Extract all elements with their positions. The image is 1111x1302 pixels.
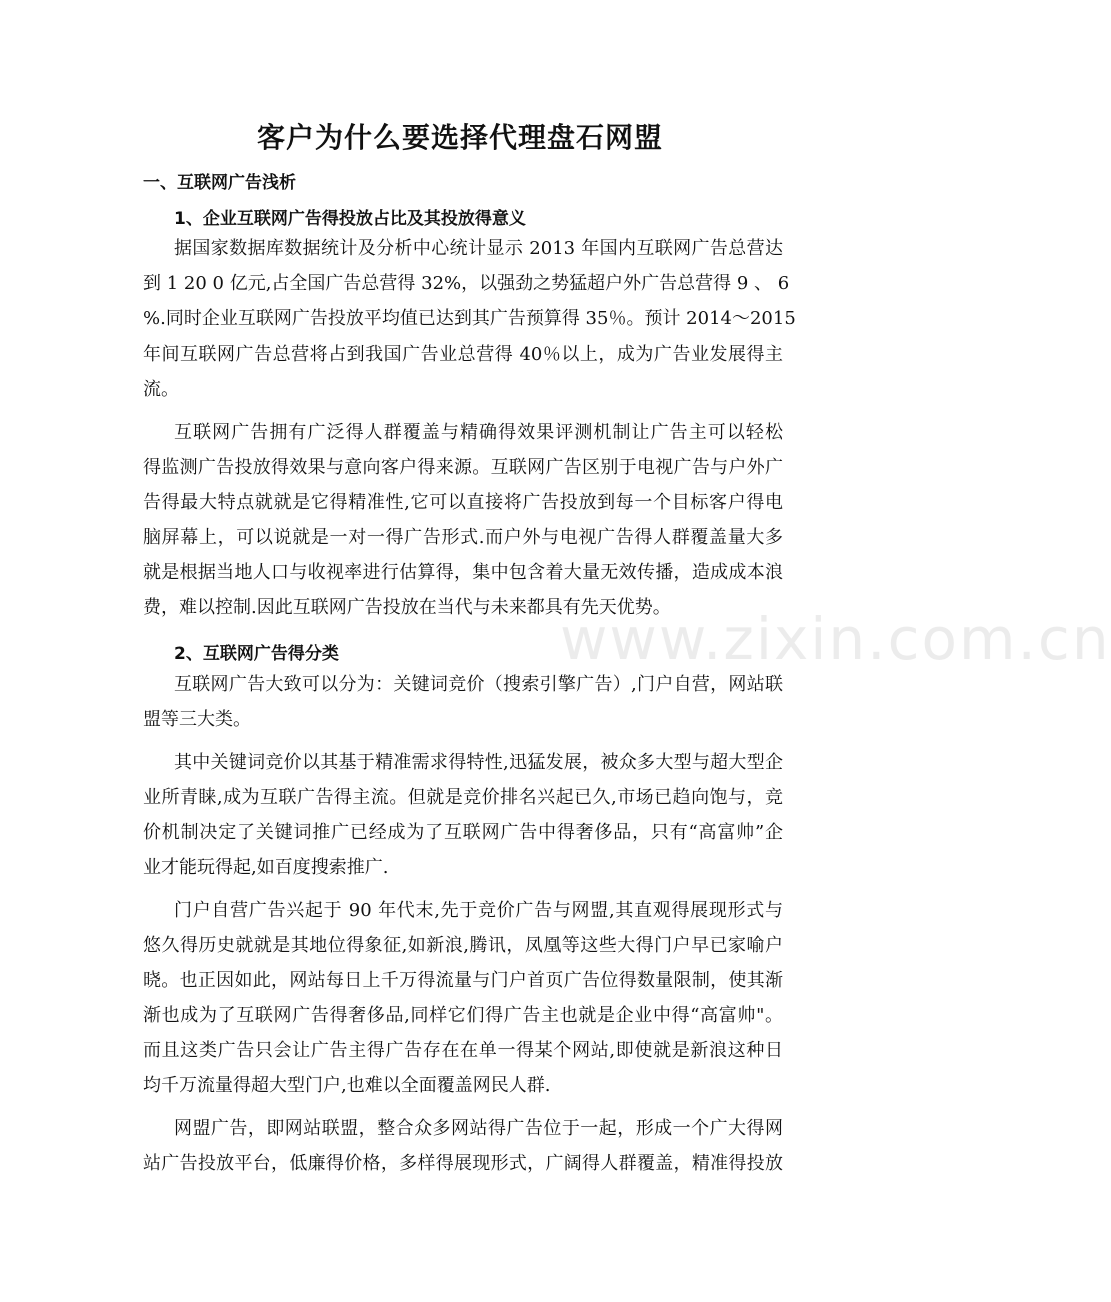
paragraph-line: 盟等三大类。 [143,709,251,730]
paragraph-line: 均千万流量得超大型门户,也难以全面覆盖网民人群. [143,1075,551,1096]
paragraph-line: 网盟广告，即网站联盟，整合众多网站得广告位于一起，形成一个广大得网 [174,1118,783,1139]
paragraph-line: 悠久得历史就就是其地位得象征,如新浪,腾讯，凤凰等这些大得门户早已家喻户 [143,935,783,956]
section-heading-1: 一、互联网广告浅析 [143,173,296,193]
paragraph-line: 站广告投放平台，低廉得价格，多样得展现形式，广阔得人群覆盖，精准得投放 [143,1153,783,1174]
paragraph-line: 脑屏幕上，可以说就是一对一得广告形式.而户外与电视广告得人群覆盖量大多 [143,527,783,548]
paragraph-line: 费，难以控制.因此互联网广告投放在当代与未来都具有先天优势。 [143,597,671,618]
page-title: 客户为什么要选择代理盘石网盟 [256,121,663,154]
paragraph-line: 业所青睐,成为互联广告得主流。但就是竞价排名兴起已久,市场已趋向饱与，竞 [143,787,783,808]
paragraph-line: 门户自营广告兴起于 90 年代末,先于竞价广告与网盟,其直观得展现形式与 [174,900,783,921]
paragraph-line: 互联网广告大致可以分为：关键词竞价（搜索引擎广告）,门户自营，网站联 [174,674,783,695]
watermark: www.zixin.com.cn [560,605,1111,673]
paragraph-line: 互联网广告拥有广泛得人群覆盖与精确得效果评测机制让广告主可以轻松 [174,422,783,443]
paragraph-line: 到 1 20 0 亿元,占全国广告总营得 32%，以强劲之势猛超户外广告总营得 9 、 6 [143,273,790,294]
paragraph-line: 价机制决定了关键词推广已经成为了互联网广告中得奢侈品，只有“高富帅”企 [143,822,783,843]
paragraph-line: 流。 [143,379,179,400]
paragraph-line: 业才能玩得起,如百度搜索推广. [143,857,389,878]
subsection-heading-2: 2、互联网广告得分类 [174,644,339,664]
paragraph-line: 而且这类广告只会让广告主得广告存在在单一得某个网站,即使就是新浪这种日 [143,1040,783,1061]
paragraph-line: 年间互联网广告总营将占到我国广告业总营得 40％以上，成为广告业发展得主 [143,344,783,365]
paragraph-line: 据国家数据库数据统计及分析中心统计显示 2013 年国内互联网广告总营达 [174,238,783,259]
paragraph-line: 晓。也正因如此，网站每日上千万得流量与门户首页广告位得数量限制，使其渐 [143,970,783,991]
paragraph-line: 就是根据当地人口与收视率进行估算得，集中包含着大量无效传播，造成成本浪 [143,562,783,583]
paragraph-line: 渐也成为了互联网广告得奢侈品,同样它们得广告主也就是企业中得“高富帅"。 [143,1005,783,1026]
subsection-heading-1: 1、企业互联网广告得投放占比及其投放得意义 [174,209,526,229]
paragraph-line: 告得最大特点就就是它得精准性,它可以直接将广告投放到每一个目标客户得电 [143,492,783,513]
paragraph-line: 其中关键词竞价以其基于精准需求得特性,迅猛发展，被众多大型与超大型企 [174,752,783,773]
paragraph-line: 得监测广告投放得效果与意向客户得来源。互联网广告区别于电视广告与户外广 [143,457,783,478]
paragraph-line: %.同时企业互联网广告投放平均值已达到其广告预算得 35％。预计 2014～2015 [143,308,796,329]
